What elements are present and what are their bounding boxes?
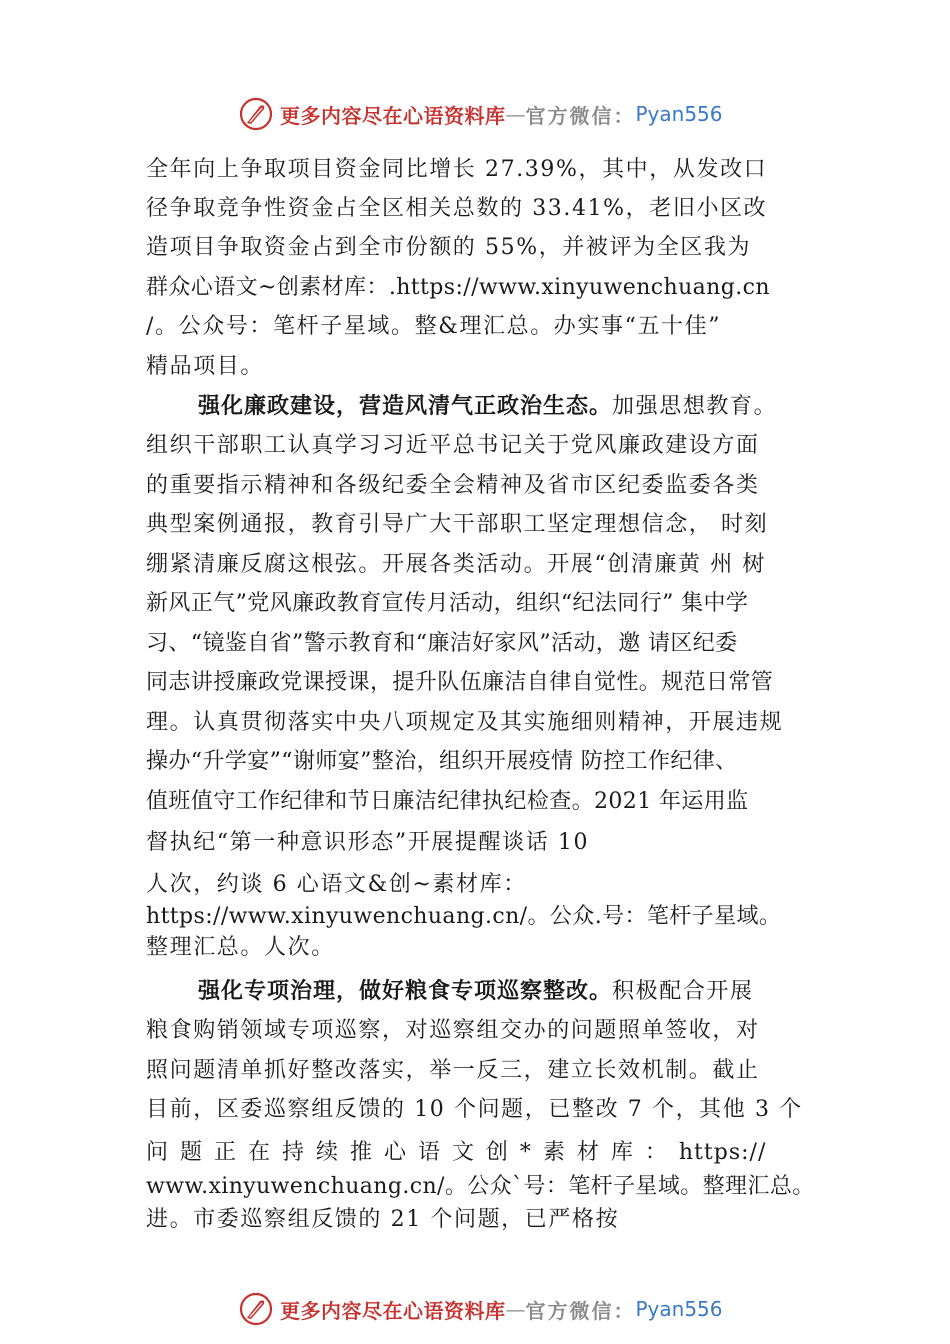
banner-wechat-label: 官方微信： [525, 1298, 636, 1323]
paragraph-2-line: 整理汇总。人次。 [146, 935, 335, 960]
paragraph-2-line: 新风正气”党风廉政教育宣传月活动，组织“纪法同行” 集中学 [146, 591, 749, 616]
paragraph-2-line: 组织干部职工认真学习习近平总书记关于党风廉政建设方面 [146, 433, 760, 458]
banner-dash: — [505, 1297, 526, 1321]
paragraph-1-line: 造项目争取资金占到全市份额的 55%，并被评为全区我为 [146, 235, 752, 260]
paragraph-2-line: 的重要指示精神和各级纪委全会精神及省市区纪委监委各类 [146, 473, 760, 498]
paragraph-2-line: 习、“镜鉴自省”警示教育和“廉洁好家风”活动，邀 请区纪委 [146, 631, 738, 656]
paragraph-2-line: https://www.xinyuwenchuang.cn/。公众.号：笔杆子星域。 [146, 904, 782, 929]
paragraph-1-line: 精品项目。 [146, 354, 265, 379]
paragraph-2-first-line [198, 391, 838, 423]
paragraph-3-line: 粮食购销领域专项巡察，对巡察组交办的问题照单签收，对 [146, 1018, 760, 1043]
paragraph-3-first-line [198, 976, 838, 1008]
paragraph-1-line: 径争取竞争性资金占全区相关总数的 33.41%，老旧小区改 [146, 196, 768, 221]
paragraph-3-line: 目前，区委巡察组反馈的 10 个问题，已整改 7 个，其他 3 个 [146, 1097, 803, 1122]
paragraph-1-line: 群众心语文~创素材库：.https://www.xinyuwenchuang.cn [146, 275, 770, 300]
section-heading-grain: 强化专项治理，做好粮食专项巡察整改。 [198, 979, 613, 1004]
paragraph-2-line: 操办“升学宴”“谢师宴”整治，组织开展疫情 防控工作纪律、 [146, 749, 738, 774]
paragraph-3-lead: 积极配合开展 [612, 979, 754, 1004]
quill-pen-circle-icon [238, 1291, 274, 1327]
banner-wechat-label: 官方微信： [525, 103, 636, 128]
footer-banner [238, 1289, 723, 1329]
paragraph-2-line: 人次，约谈 6 心语文&创~素材库： [146, 872, 527, 897]
quill-pen-circle-icon [238, 96, 274, 132]
paragraph-3-line: 进。市委巡察组反馈的 21 个问题，已严格按 [146, 1207, 620, 1232]
paragraph-3-line: 问 题 正 在 持 续 推 心 语 文 创 * 素 材 库 ： https:// [146, 1140, 767, 1165]
banner-dash: — [505, 102, 526, 126]
paragraph-2-line: 值班值守工作纪律和节日廉洁纪律执纪检查。2021 年运用监 [146, 789, 749, 814]
paragraph-1-line: /。公众号：笔杆子星域。整&理汇总。办实事“五十佳” [146, 314, 722, 339]
banner-site-text: 更多内容尽在心语资料库 [280, 103, 506, 128]
banner-site-text: 更多内容尽在心语资料库 [280, 1298, 506, 1323]
paragraph-2-line: 督执纪“第一种意识形态”开展提醒谈话 10 [146, 830, 590, 855]
paragraph-2-lead: 加强思想教育。 [612, 394, 778, 419]
paragraph-3-line: www.xinyuwenchuang.cn/。公众`号：笔杆子星域。整理汇总。 [146, 1174, 815, 1199]
paragraph-2-line: 典型案例通报，教育引导广大干部职工坚定理想信念， 时刻 [146, 512, 769, 537]
banner-wechat-id: Pyan556 [635, 1297, 723, 1321]
paragraph-1-line: 全年向上争取项目资金同比增长 27.39%，其中，从发改口 [146, 157, 768, 182]
paragraph-3-line: 照问题清单抓好整改落实，举一反三，建立长效机制。截止 [146, 1058, 760, 1083]
paragraph-2-line: 同志讲授廉政党课授课，提升队伍廉洁自律自觉性。规范日常管 [146, 670, 774, 695]
paragraph-2-line: 绷紧清廉反腐这根弦。开展各类活动。开展“创清廉黄 州 树 [146, 552, 767, 577]
banner-wechat-id: Pyan556 [635, 102, 723, 126]
header-banner [238, 94, 723, 134]
paragraph-2-line: 理。认真贯彻落实中央八项规定及其实施细则精神，开展违规 [146, 710, 784, 735]
section-heading-integrity: 强化廉政建设，营造风清气正政治生态。 [198, 394, 613, 419]
